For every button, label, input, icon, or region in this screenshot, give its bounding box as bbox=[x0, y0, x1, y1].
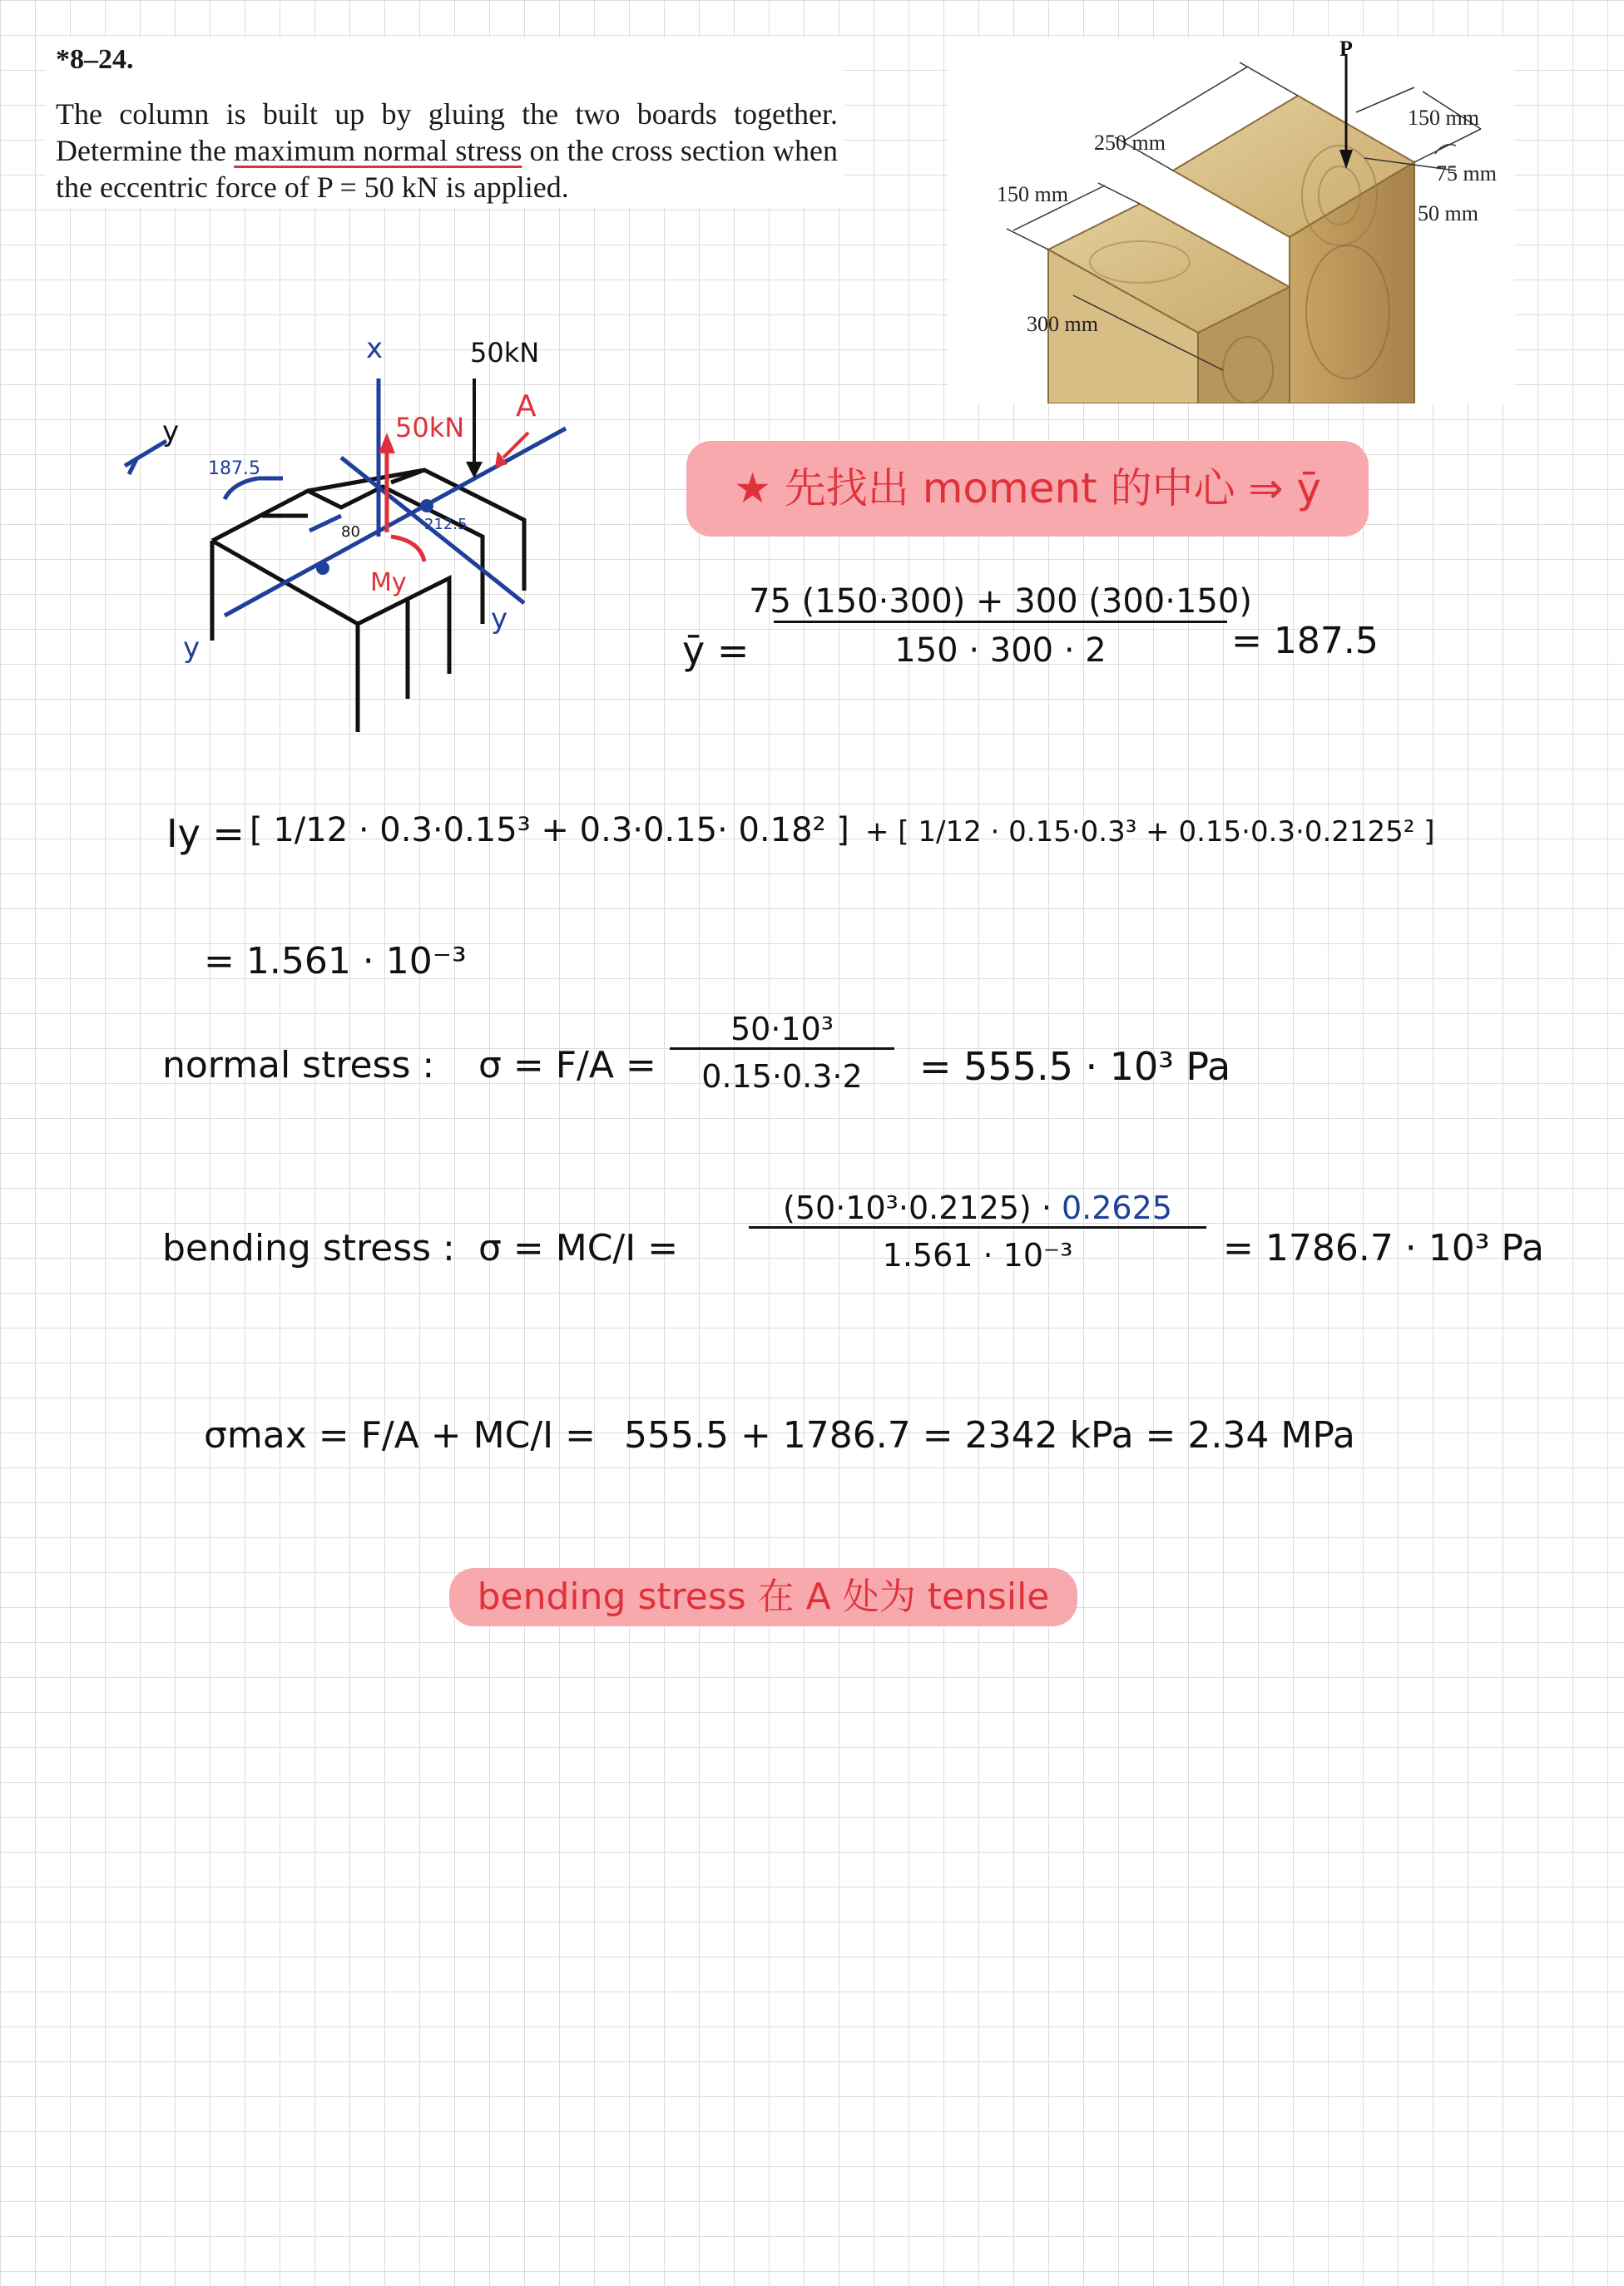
hand-sketch bbox=[92, 316, 591, 740]
bending-numerator-blue: 0.2625 bbox=[1062, 1190, 1172, 1226]
sketch-x-axis: x bbox=[366, 332, 384, 365]
sketch-load-red: 50kN bbox=[395, 412, 465, 443]
sketch-dim-80: 80 bbox=[341, 523, 360, 541]
iy-term1: [ 1/12 · 0.3·0.15³ + 0.3·0.15· 0.18² ] bbox=[250, 811, 849, 849]
bending-denominator: 1.561 · 10⁻³ bbox=[882, 1237, 1073, 1274]
problem-statement bbox=[46, 37, 844, 208]
problem-text bbox=[56, 96, 838, 205]
ybar-denominator: 150 · 300 · 2 bbox=[894, 631, 1107, 670]
ybar-numerator: 75 (150·300) + 300 (300·150) bbox=[749, 582, 1252, 621]
bending-stress-label: bending stress : bbox=[162, 1227, 455, 1269]
bending-fraction-bar bbox=[749, 1226, 1206, 1229]
centroid-note-highlight: ★ 先找出 moment 的中心 ⇒ ȳ bbox=[686, 441, 1369, 537]
sketch-y-axis-left: y bbox=[183, 631, 201, 665]
centroid-dot bbox=[316, 562, 329, 575]
ybar-result: = 187.5 bbox=[1231, 620, 1379, 662]
dim-250: 250 mm bbox=[1094, 131, 1166, 155]
sketch-load-top: 50kN bbox=[470, 337, 540, 369]
ybar-fraction bbox=[749, 582, 1252, 670]
bending-stress-fraction bbox=[749, 1190, 1206, 1274]
sketch-moment: My bbox=[370, 568, 407, 597]
sigma-max-lhs: σmax = F/A + MC/I = bbox=[204, 1414, 597, 1457]
problem-text-part1: The column is built up by gluing the two boards together. Determine the bbox=[56, 97, 838, 167]
normal-denominator: 0.15·0.3·2 bbox=[701, 1058, 863, 1095]
normal-stress-sigma: σ = F/A = bbox=[478, 1044, 656, 1086]
normal-stress-label: normal stress : bbox=[162, 1044, 435, 1086]
problem-number: *8–24. bbox=[56, 44, 134, 75]
sketch-y-axis-bottom: y bbox=[491, 602, 508, 636]
iy-lhs: Iy = bbox=[166, 811, 245, 856]
load-point-dot bbox=[420, 499, 433, 512]
column-figure bbox=[948, 37, 1514, 403]
sketch-point-A: A bbox=[516, 389, 537, 423]
bending-numerator-black: (50·10³·0.2125) · bbox=[783, 1190, 1052, 1226]
dim-150-left: 150 mm bbox=[997, 182, 1068, 206]
ybar-lhs: ȳ = bbox=[682, 628, 750, 673]
normal-stress-result: = 555.5 · 10³ Pa bbox=[919, 1044, 1231, 1089]
sketch-dim-212: 212.5 bbox=[424, 516, 468, 533]
problem-text-part2: on the cross section when the eccentric force of P = 50 kN is applied. bbox=[56, 134, 838, 204]
column-illustration bbox=[948, 37, 1514, 403]
iy-result: = 1.561 · 10⁻³ bbox=[204, 940, 467, 982]
dim-300: 300 mm bbox=[1027, 312, 1098, 336]
normal-numerator: 50·10³ bbox=[730, 1011, 834, 1047]
dim-150-right: 150 mm bbox=[1408, 106, 1479, 130]
bending-numerator bbox=[783, 1190, 1172, 1226]
dim-75: 75 mm bbox=[1436, 161, 1497, 186]
ybar-fraction-bar bbox=[774, 621, 1227, 623]
normal-fraction-bar bbox=[670, 1047, 894, 1050]
bending-stress-sigma: σ = MC/I = bbox=[478, 1227, 679, 1269]
iy-term2: + [ 1/12 · 0.15·0.3³ + 0.15·0.3·0.2125² ] bbox=[865, 815, 1435, 849]
sketch-dim-187: 187.5 bbox=[208, 458, 260, 479]
dim-50: 50 mm bbox=[1418, 201, 1478, 225]
problem-text-underlined: maximum normal stress bbox=[234, 134, 522, 167]
normal-stress-fraction bbox=[670, 1011, 894, 1095]
sigma-max-result: 555.5 + 1786.7 = 2342 kPa = 2.34 MPa bbox=[624, 1414, 1355, 1457]
tensile-note-highlight: bending stress 在 A 处为 tensile bbox=[449, 1568, 1077, 1626]
sketch-y-axis-top: y bbox=[162, 415, 180, 448]
bending-stress-result: = 1786.7 · 10³ Pa bbox=[1223, 1227, 1544, 1269]
load-label-P: P bbox=[1339, 37, 1353, 61]
